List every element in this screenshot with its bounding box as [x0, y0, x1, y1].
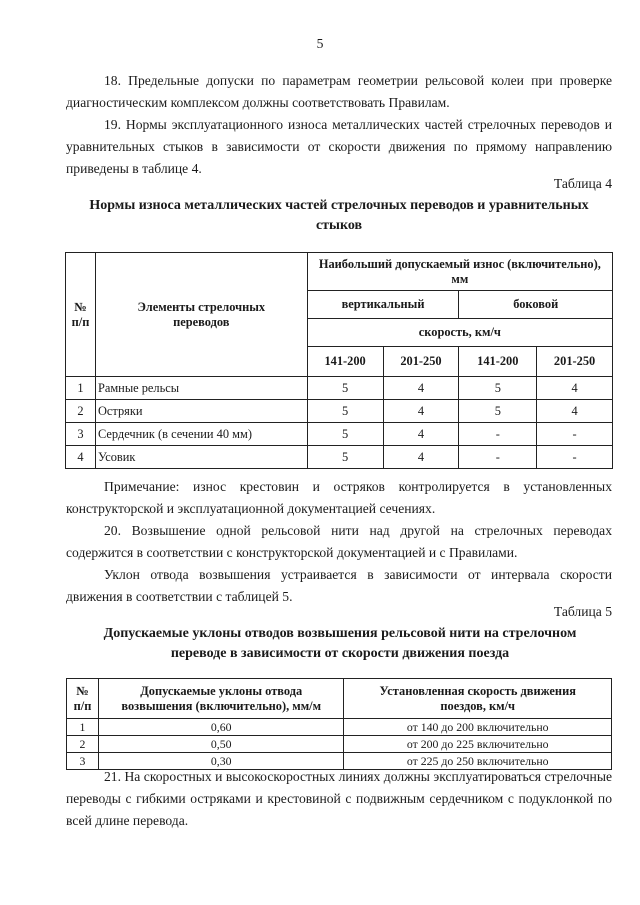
table-row — [66, 400, 613, 423]
table4-header-max-wear: Наибольший допускаемый износ (включительно), мм — [307, 253, 612, 291]
table4-label: Таблица 4 — [553, 176, 612, 191]
row-num: 2 — [66, 400, 96, 423]
page-number: 5 — [316, 36, 324, 51]
row-value: 5 — [307, 446, 383, 469]
row-slope: 0,50 — [98, 736, 344, 753]
table4-title: Нормы износа металлических частей стрелочных переводов и уравнительных стыков — [89, 198, 589, 233]
row-element: Рамные рельсы — [95, 377, 307, 400]
row-num: 1 — [67, 719, 99, 736]
row-num: 4 — [66, 446, 96, 469]
table4-header-elements: Элементы стрелочных переводов — [95, 253, 307, 377]
row-value: 4 — [383, 446, 459, 469]
table4-speed-lat-141-200: 141-200 — [459, 347, 537, 377]
table4-speed-vert-141-200: 141-200 — [307, 347, 383, 377]
row-value: 4 — [383, 400, 459, 423]
table4-note: Примечание: износ крестовин и остряков контролируется в установленных конструкторской и эксплуатационной документацией сечениях. — [66, 479, 612, 516]
row-value: - — [459, 446, 537, 469]
table5 — [66, 678, 612, 770]
table5-header-speed: Установленная скорость движения поездов, км/ч — [344, 679, 612, 719]
row-value: - — [537, 423, 613, 446]
paragraph-20: 20. Возвышение одной рельсовой нити над другой на стрелочных переводах содержится в соответствии с конструкторской документацией и с Правилами. — [66, 523, 612, 560]
row-num: 2 — [67, 736, 99, 753]
row-speed: от 140 до 200 включительно — [344, 719, 612, 736]
row-value: 4 — [383, 377, 459, 400]
row-speed: от 200 до 225 включительно — [344, 736, 612, 753]
row-value: 4 — [383, 423, 459, 446]
table5-label: Таблица 5 — [553, 604, 612, 619]
row-element: Сердечник (в сечении 40 мм) — [95, 423, 307, 446]
row-num: 3 — [66, 423, 96, 446]
table4-speed-vert-201-250: 201-250 — [383, 347, 459, 377]
paragraph-19: 19. Нормы эксплуатационного износа металлических частей стрелочных переводов и уравнительных стыков в зависимости от скорости движения по прямому направлению приведены в таблице 4. — [66, 117, 612, 176]
table5-title: Допускаемые уклоны отводов возвышения рельсовой нити на стрелочном переводе в зависимости от скорости движения поезда — [103, 626, 577, 661]
table-row — [67, 736, 612, 753]
row-value: 4 — [537, 377, 613, 400]
row-value: - — [537, 446, 613, 469]
row-value: 5 — [459, 400, 537, 423]
row-value: - — [459, 423, 537, 446]
row-slope: 0,60 — [98, 719, 344, 736]
row-element: Усовик — [95, 446, 307, 469]
table4-speed-lat-201-250: 201-250 — [537, 347, 613, 377]
paragraph-18: 18. Предельные допуски по параметрам геометрии рельсовой колеи при проверке диагностическим комплексом должны соответствовать Правилам. — [66, 73, 612, 110]
row-value: 5 — [459, 377, 537, 400]
paragraph-slope: Уклон отвода возвышения устраивается в зависимости от интервала скорости движения в соответствии с таблицей 5. — [66, 567, 612, 604]
row-num: 3 — [67, 753, 99, 770]
table5-header-num: № п/п — [67, 679, 99, 719]
table5-header-slopes: Допускаемые уклоны отвода возвышения (включительно), мм/м — [98, 679, 344, 719]
table4-header-lateral: боковой — [459, 291, 613, 319]
row-num: 1 — [66, 377, 96, 400]
table4-header-speed: скорость, км/ч — [307, 319, 612, 347]
table-row — [67, 719, 612, 736]
table-row — [66, 446, 613, 469]
table4-header-vertical: вертикальный — [307, 291, 459, 319]
table4-header-num: № п/п — [66, 253, 96, 377]
row-value: 4 — [537, 400, 613, 423]
table-row — [66, 423, 613, 446]
row-speed: от 225 до 250 включительно — [344, 753, 612, 770]
table-row — [66, 377, 613, 400]
row-value: 5 — [307, 423, 383, 446]
row-slope: 0,30 — [98, 753, 344, 770]
row-element: Остряки — [95, 400, 307, 423]
row-value: 5 — [307, 377, 383, 400]
table4 — [65, 252, 613, 469]
paragraph-21: 21. На скоростных и высокоскоростных линиях должны эксплуатироваться стрелочные переводы с гибкими остряками и крестовиной с подвижным сердечником с подуклонкой по всей длине перевода. — [66, 769, 612, 828]
row-value: 5 — [307, 400, 383, 423]
